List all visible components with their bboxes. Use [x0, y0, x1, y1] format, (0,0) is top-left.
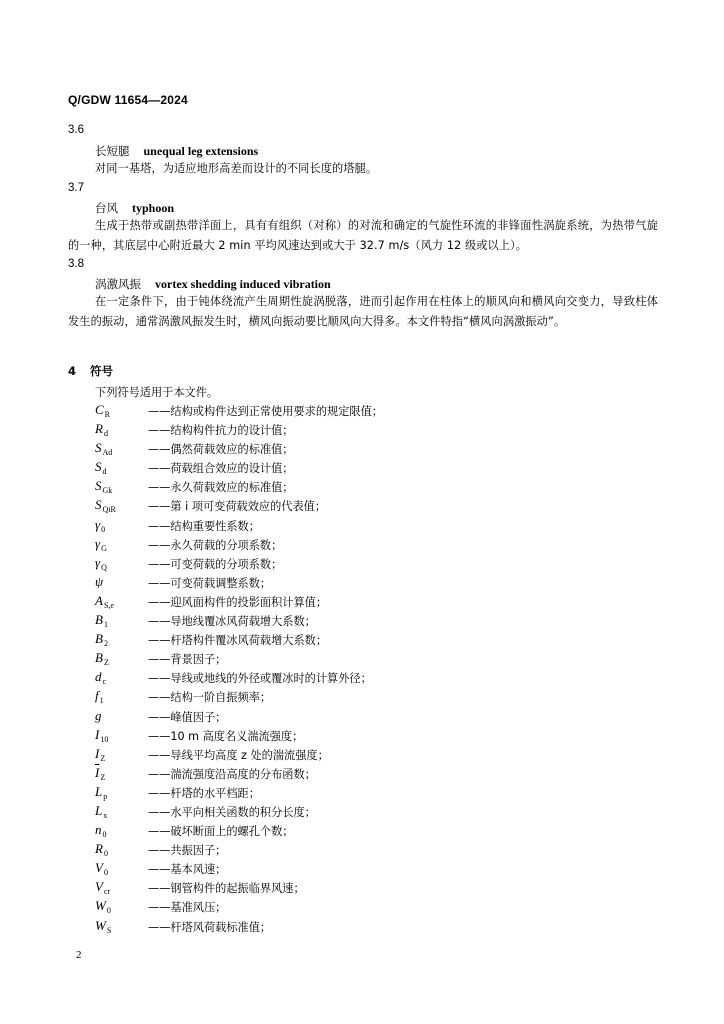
symbol-main: I — [95, 745, 100, 761]
symbol-subscript: 0 — [103, 849, 108, 859]
symbol — [95, 784, 107, 801]
symbol-description: ——杆塔构件覆冰风荷载增大系数； — [148, 634, 328, 648]
symbol-subscript: R — [104, 410, 111, 419]
symbol-main: S — [95, 440, 102, 456]
symbol-subscript: d — [103, 429, 108, 439]
symbol-main: R — [95, 841, 103, 857]
section-4-heading — [68, 363, 113, 379]
symbol-description: ——湍流强度沿高度的分布函数； — [148, 767, 316, 781]
symbol-description: ——第 i 项可变荷载效应的代表值； — [148, 500, 327, 514]
term-zh: 长短腿 — [95, 144, 130, 158]
symbol-subscript: Q — [101, 562, 107, 572]
symbol-subscript: 1 — [99, 696, 104, 706]
symbol-main: W — [95, 917, 106, 933]
symbol — [95, 497, 116, 514]
symbol-main: V — [95, 879, 103, 895]
symbol-main: γ — [95, 554, 101, 570]
symbol-row — [95, 784, 655, 803]
symbol-subscript: S,e — [103, 600, 114, 610]
symbol — [95, 402, 110, 419]
symbol-main: I — [95, 726, 100, 742]
term-en: unequal leg extensions — [143, 144, 259, 158]
symbol-subscript: Z — [100, 753, 106, 763]
symbol-description: ——结构一阶自振频率； — [148, 691, 272, 705]
symbol-row — [95, 727, 655, 746]
section-4-number: 4 — [68, 364, 77, 378]
symbol — [95, 593, 114, 610]
symbol — [95, 898, 111, 915]
symbol-subscript: cr — [103, 887, 111, 897]
symbol-row — [95, 765, 655, 784]
symbol-description: ——结构重要性系数； — [148, 519, 260, 533]
symbol-description: ——共振因子； — [148, 844, 227, 858]
section-number-3-8: 3.8 — [68, 258, 84, 270]
symbol-subscript: x — [103, 810, 108, 820]
symbol-description: ——迎风面构件的投影面积计算值； — [148, 595, 328, 609]
symbol-row — [95, 574, 655, 593]
symbol-description: ——结构构件抗力的设计值； — [148, 424, 294, 438]
symbol-main: γ — [95, 516, 101, 532]
symbol-row — [95, 478, 655, 497]
symbol-subscript: c — [102, 677, 107, 687]
symbol-main: S — [95, 478, 102, 494]
symbol-main: g — [95, 707, 102, 723]
symbol-main: B — [95, 650, 103, 666]
symbol-subscript: 10 — [100, 734, 109, 744]
symbol-row — [95, 841, 655, 860]
symbol-row — [95, 898, 655, 917]
symbol — [95, 918, 111, 935]
symbol-row — [95, 708, 655, 727]
term-3-7 — [95, 200, 174, 216]
symbol — [95, 612, 108, 629]
symbol — [95, 555, 107, 572]
symbol — [95, 879, 110, 896]
symbol — [95, 440, 112, 457]
symbol-subscript: 0 — [101, 524, 106, 534]
symbol-description: ——背景因子； — [148, 653, 227, 667]
symbol-description: ——杆塔风荷载标准值； — [148, 920, 272, 934]
section-number-3-6: 3.6 — [68, 124, 84, 136]
symbol — [95, 459, 107, 476]
symbol-description: ——偶然荷载效应的标准值； — [148, 443, 294, 457]
symbol-row — [95, 440, 655, 459]
symbol — [95, 688, 104, 705]
symbol-subscript: d — [102, 467, 107, 477]
symbol-subscript: QiR — [102, 505, 116, 515]
symbol-row — [95, 746, 655, 765]
symbol-description: ——永久荷载的分项系数； — [148, 538, 283, 552]
symbol-row — [95, 421, 655, 440]
symbol-description: ——导地线覆冰风荷载增大系数； — [148, 615, 316, 629]
symbol-row — [95, 555, 655, 574]
symbol-description: ——水平向相关函数的积分长度； — [148, 805, 316, 819]
symbol — [95, 708, 102, 724]
symbol-subscript: Z — [103, 658, 109, 668]
symbol-main: B — [95, 612, 103, 628]
symbol-description: ——杆塔的水平档距； — [148, 786, 260, 800]
symbol-description: ——破坏断面上的螺孔个数； — [148, 825, 294, 839]
symbol-main: n — [95, 822, 102, 838]
symbol-row — [95, 612, 655, 631]
symbol-main: γ — [95, 535, 101, 551]
symbol — [95, 841, 108, 858]
symbol-description: ——导线或地线的外径或覆冰时的计算外径； — [148, 672, 372, 686]
symbol-row — [95, 860, 655, 879]
symbol-description: ——钢管构件的起振临界风速； — [148, 882, 305, 896]
symbol-description: ——导线平均高度 z 处的湍流强度； — [148, 748, 329, 762]
symbol-row — [95, 879, 655, 898]
symbol — [95, 822, 107, 839]
definition-3-8: 在一定条件下，由于钝体绕流产生周期性旋涡脱落，进而引起作用在柱体上的顺风向和横风向交变力，导致柱体发生的振动，通常涡激风振发生时，横风向振动要比顺风向大得多。本文件特指“横风向涡激振动”。 — [68, 295, 658, 328]
symbol-subscript: Gk — [102, 486, 113, 496]
symbol-row — [95, 402, 655, 421]
symbol-subscript: S — [106, 925, 112, 935]
symbol-main: W — [95, 898, 106, 914]
term-en: typhoon — [132, 201, 175, 215]
symbol-subscript: 0 — [103, 868, 108, 878]
symbol-main: d — [95, 669, 102, 685]
symbol-main: A — [95, 592, 103, 608]
symbol — [95, 478, 112, 495]
term-zh: 台风 — [95, 201, 118, 215]
symbol-description: ——永久荷载效应的标准值； — [148, 481, 294, 495]
term-3-8 — [95, 276, 331, 292]
symbol — [95, 803, 107, 820]
symbol-row — [95, 688, 655, 707]
symbol-row — [95, 803, 655, 822]
symbol-row — [95, 459, 655, 478]
symbol — [95, 536, 107, 553]
symbol-description: ——基准风压； — [148, 901, 227, 915]
symbol-main: L — [95, 783, 103, 799]
symbol-row — [95, 536, 655, 555]
symbol — [95, 574, 103, 590]
symbol-row — [95, 497, 655, 516]
symbol-description: ——10 m 高度名义湍流强度； — [148, 729, 304, 743]
symbol-main: ψ — [95, 573, 104, 589]
symbol-subscript: 2 — [103, 639, 108, 649]
definition-3-7: 生成于热带或副热带洋面上，具有有组织（对称）的对流和确定的气旋性环流的非锋面性涡旋系统，为热带气旋的一种，其底层中心附近最大 2 min 平均风速达到或大于 32.7 m/s（风力 12 级或以上）。 — [68, 219, 658, 252]
section-4-title: 符号 — [90, 364, 114, 378]
symbol-description: ——结构或构件达到正常使用要求的规定限值； — [148, 405, 383, 418]
symbol-subscript: 0 — [106, 906, 111, 916]
symbol-row — [95, 593, 655, 612]
symbol-row — [95, 918, 655, 937]
symbol-description: ——可变荷载调整系数； — [148, 576, 272, 590]
symbol-main: S — [95, 497, 102, 513]
symbol-subscript: Z — [100, 772, 106, 782]
symbol-main: C — [95, 402, 104, 417]
symbol — [95, 669, 106, 686]
term-en: vortex shedding induced vibration — [155, 277, 331, 291]
symbol — [95, 650, 109, 667]
term-3-6 — [95, 143, 258, 159]
term-zh: 涡激风振 — [95, 277, 141, 291]
page-number: 2 — [76, 949, 82, 961]
symbol-subscript: 1 — [103, 620, 108, 630]
symbol-row — [95, 631, 655, 650]
symbols-intro: 下列符号适用于本文件。 — [95, 386, 219, 399]
symbol — [95, 727, 108, 744]
symbol — [95, 860, 108, 877]
symbol-subscript: p — [103, 791, 108, 801]
symbol-row — [95, 669, 655, 688]
definition-3-6: 对同一基塔，为适应地形高差而设计的不同长度的塔腿。 — [95, 162, 378, 175]
symbol-main: S — [95, 459, 102, 475]
symbol-subscript: Ad — [102, 448, 113, 458]
symbol-description: ——荷载组合效应的设计值； — [148, 462, 294, 476]
symbol-main: $\overline{I}$ — [95, 764, 100, 780]
symbol-description: ——峰值因子； — [148, 710, 227, 724]
symbol-main: V — [95, 860, 103, 876]
symbol-description: ——可变荷载的分项系数； — [148, 557, 283, 571]
standard-code: Q/GDW 11654—2024 — [68, 93, 188, 107]
symbol-main: R — [95, 421, 103, 437]
symbol-row — [95, 822, 655, 841]
section-number-3-7: 3.7 — [68, 182, 84, 194]
symbol-row — [95, 650, 655, 669]
symbol — [95, 517, 105, 534]
symbol — [95, 631, 108, 648]
symbol-main: L — [95, 802, 103, 818]
symbol-description: ——基本风速； — [148, 863, 227, 877]
symbol-list — [95, 402, 655, 937]
symbol-subscript: G — [101, 543, 107, 553]
symbol-subscript: 0 — [102, 830, 107, 840]
symbol-main: f — [95, 688, 99, 704]
symbol — [95, 765, 105, 782]
symbol — [95, 746, 105, 763]
symbol-main: B — [95, 631, 103, 647]
symbol-row — [95, 517, 655, 536]
symbol — [95, 421, 108, 438]
